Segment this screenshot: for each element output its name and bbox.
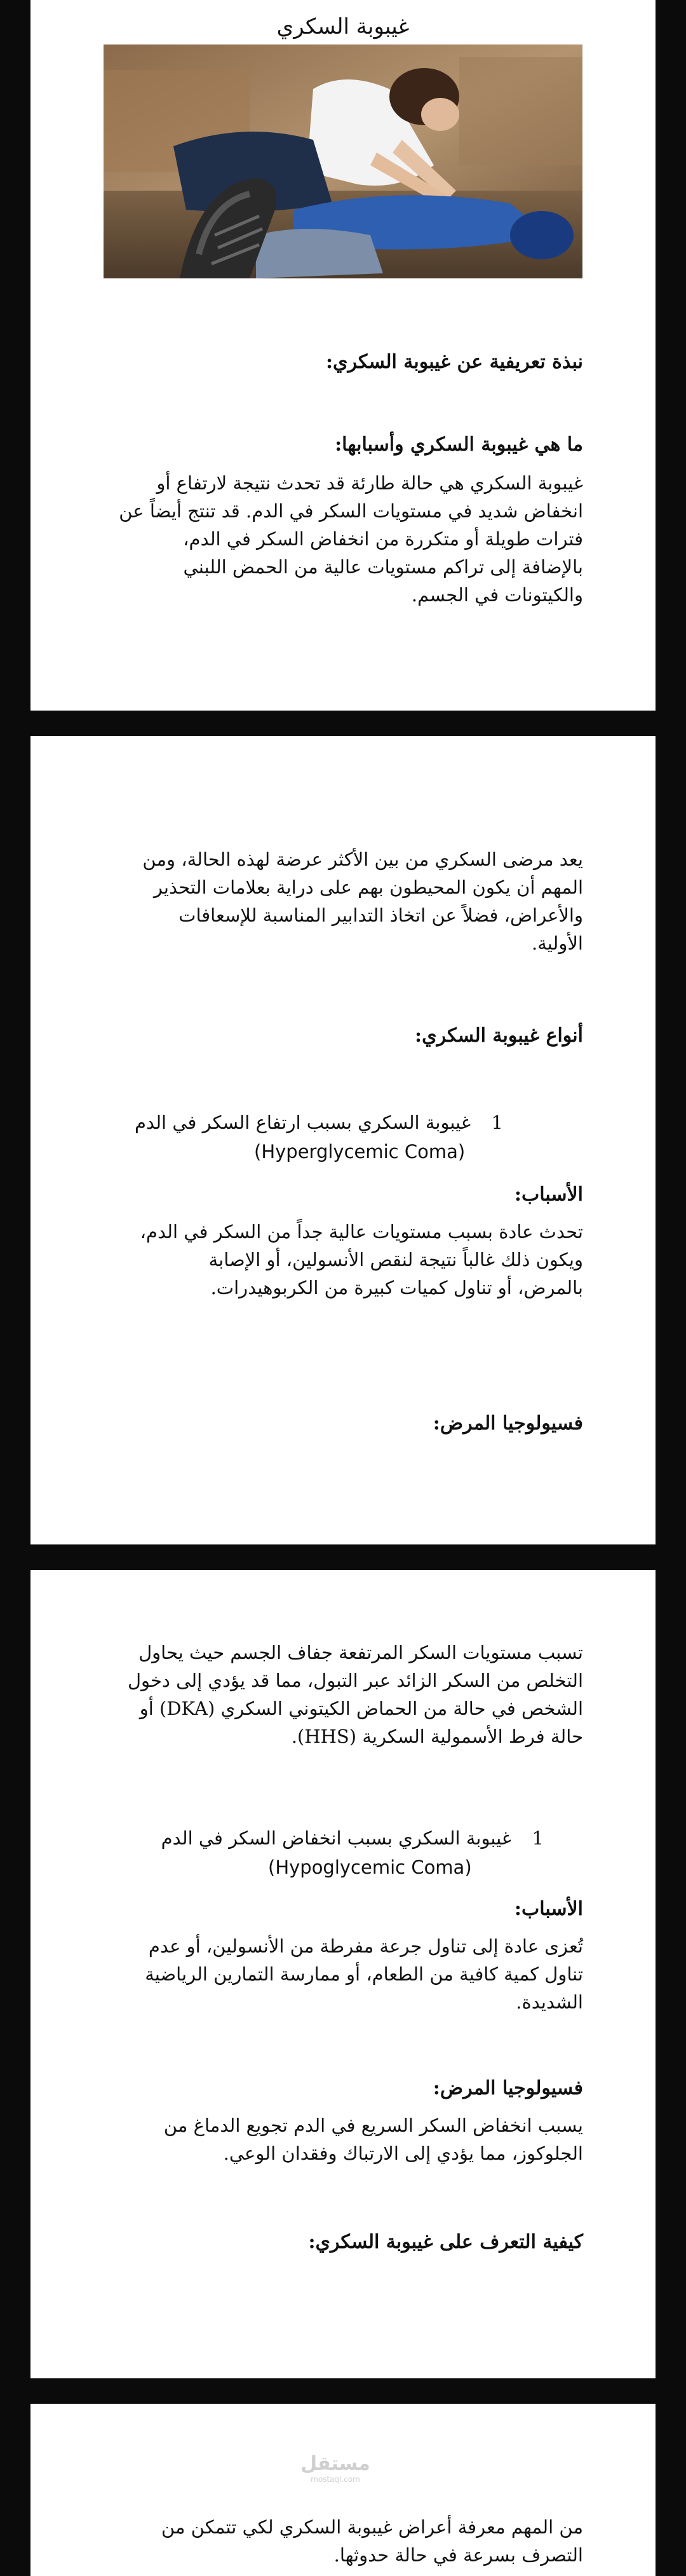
physio-line: التخلص من السكر الزائد عبر التبول، مما قد يؤدي إلى دخول [127,1670,583,1691]
causes-line: الشديدة. [516,1991,583,2013]
intro-line: يعد مرضى السكري من بين الأكثر عرضة لهذه الحالة، ومن [142,848,583,870]
type1-title-row [97,1108,503,1136]
physio-line: تسبب مستويات السكر المرتفعة جفاف الجسم حيث يحاول [138,1642,583,1663]
physio-heading: فسيولوجيا المرض: [433,1412,583,1435]
what-heading: ما هي غيبوبة السكري وأسبابها: [335,433,583,456]
physio-heading-2: فسيولوجيا المرض: [433,2077,583,2099]
document-page-3 [30,1570,656,2378]
physio2-line: يسبب انخفاض السكر السريع في الدم تجويع الدماغ من [163,2115,583,2136]
recognize-line: من المهم معرفة أعراض غيبوبة السكري لكي تتمكن من [161,2516,583,2538]
causes-paragraph [88,1218,583,1302]
physio2-line: الجلوكوز، مما يؤدي إلى الارتباك وفقدان الوعي. [223,2143,583,2164]
types-heading: أنواع غيبوبة السكري: [415,1025,583,1047]
what-line: فترات طويلة أو متكررة من انخفاض السكر في الدم، [183,528,583,550]
causes-line: تحدث عادة بسبب مستويات عالية جداً من السكر في الدم، [140,1221,583,1243]
what-paragraph [88,469,583,609]
recognize-heading: كيفية التعرف على غيبوبة السكري: [308,2231,583,2253]
causes-line: ويكون ذلك غالباً نتيجة لنقص الأنسولين، أو الإصابة [208,1249,583,1271]
causes-line: تُعزى عادة إلى تناول جرعة مفرطة من الأنسولين، أو عدم [148,1935,583,1957]
first-aid-photo [104,44,582,278]
recognize-paragraph [88,2513,583,2569]
type1-number: 1 [491,1112,503,1133]
watermark-logo: مستقل [300,2453,370,2475]
type2-english: (Hypoglycemic Coma) [268,1857,472,1878]
watermark-url: mostaql.com [311,2475,360,2484]
hero-image [104,44,582,278]
type2-number: 1 [532,1827,544,1849]
what-line: انخفاض شديد في مستويات السكر في الدم. قد تنتج أيضاً عن [119,500,583,522]
watermark [291,2453,380,2484]
what-line: غيبوبة السكري هي حالة طارئة قد تحدث نتيجة لارتفاع أو [156,472,583,494]
intro-line: والأعراض، فضلاً عن اتخاذ التدابير المناسبة للإسعافات [178,904,583,926]
type1-title: غيبوبة السكري بسبب ارتفاع السكر في الدم [135,1112,471,1133]
physio2-paragraph [88,2111,583,2167]
physio-paragraph [88,1639,583,1750]
document-page-1 [30,0,656,711]
intro-line: المهم أن يكون المحيطون بهم على دراية بعلامات التحذير [153,876,583,898]
document-page-2 [30,736,656,1544]
what-line: بالإضافة إلى تراكم مستويات عالية من الحمض اللبني [183,556,583,578]
type2-title: غيبوبة السكري بسبب انخفاض السكر في الدم [161,1827,512,1849]
physio-line: الشخص في حالة من الحماض الكيتوني السكري (DKA) أو [139,1698,583,1719]
type2-title-row [86,1824,544,1852]
recognize-line: التصرف بسرعة في حالة حدوثها. [333,2544,583,2566]
intro-paragraph [88,845,583,957]
causes-line: بالمرض، أو تناول كميات كبيرة من الكربوهيدرات. [210,1277,583,1298]
document-page-4 [30,2404,656,2576]
causes-heading-2: الأسباب: [514,1898,583,1920]
causes-paragraph-2 [88,1932,583,2016]
causes-line: تناول كمية كافية من الطعام، أو ممارسة التمارين الرياضية [145,1963,583,1985]
intro-heading: نبذة تعريفية عن غيبوبة السكري: [325,351,583,373]
page-title: غيبوبة السكري [276,14,410,39]
physio-line: حالة فرط الأسمولية السكرية (HHS). [291,1726,583,1747]
causes-heading: الأسباب: [514,1183,583,1206]
type1-english: (Hyperglycemic Coma) [254,1141,466,1162]
intro-line: الأولية. [532,932,583,954]
what-line: والكيتونات في الجسم. [411,584,583,606]
